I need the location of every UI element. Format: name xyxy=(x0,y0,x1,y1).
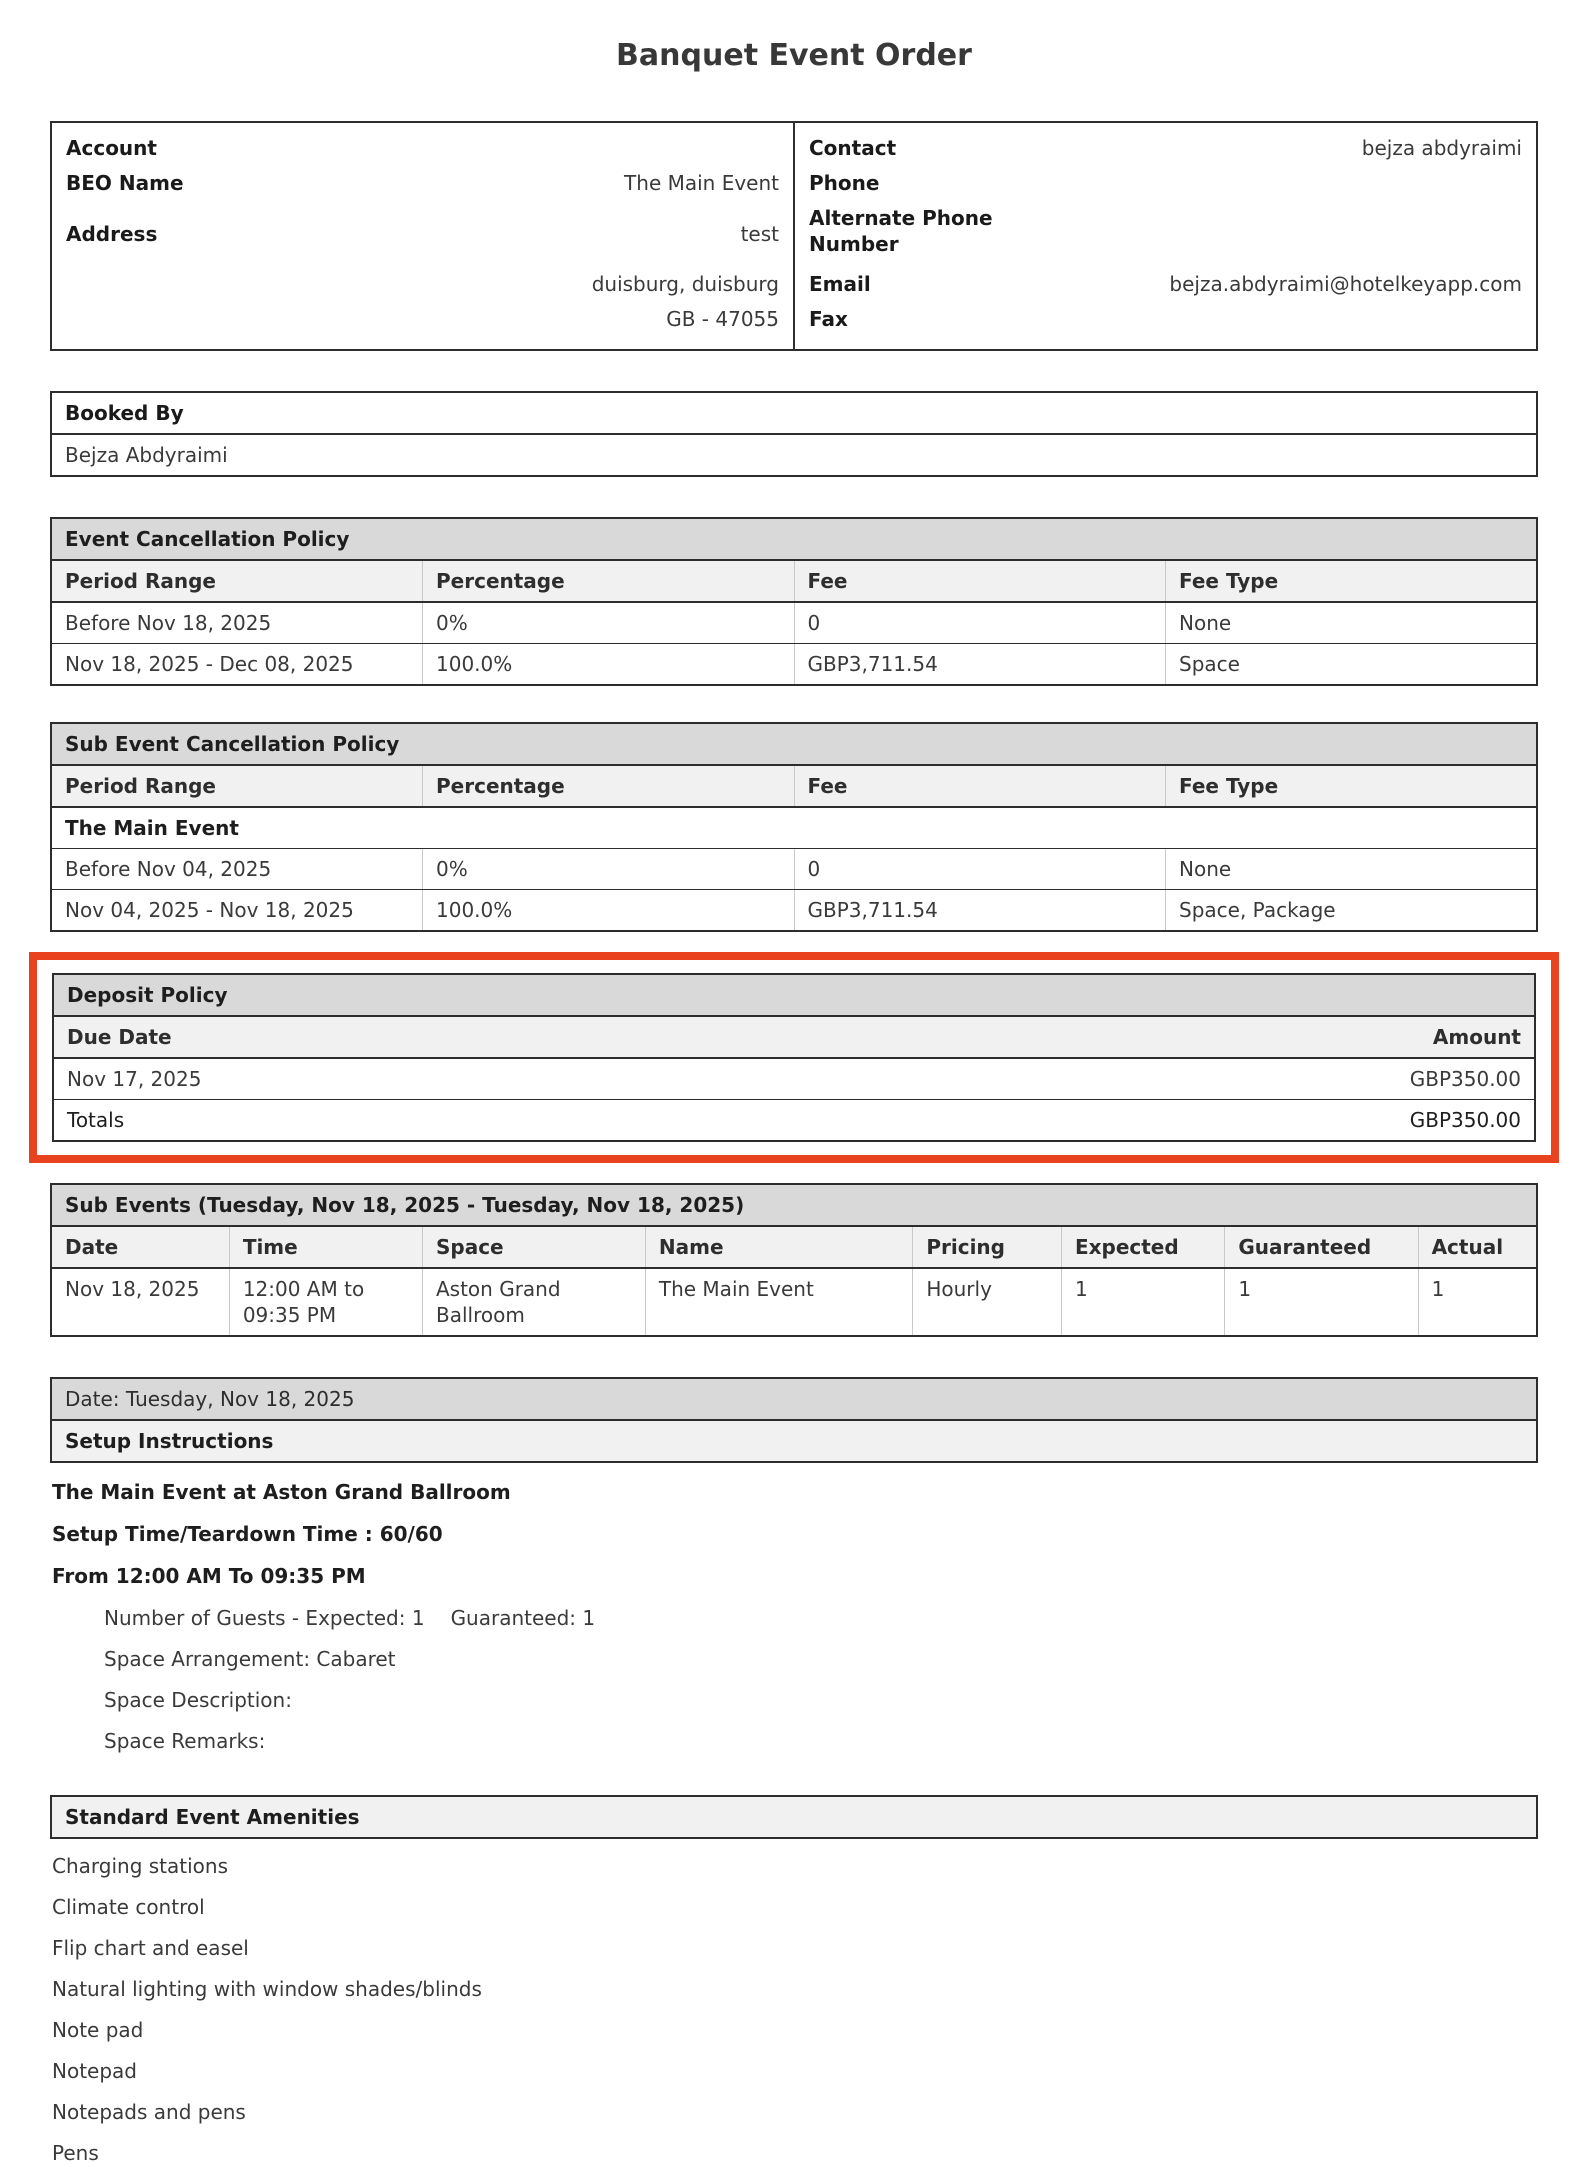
fax-row xyxy=(809,302,1522,337)
cell-fee: 0 xyxy=(794,602,1166,644)
address-postal-value: GB - 47055 xyxy=(666,307,779,331)
amenities-list xyxy=(50,1853,1538,2167)
cell-period-range: Before Nov 18, 2025 xyxy=(51,602,423,644)
space-arrangement-line: Space Arrangement: Cabaret xyxy=(104,1647,396,1671)
cell-fee-type: Space, Package xyxy=(1166,890,1538,932)
cell-expected: 1 xyxy=(1061,1268,1224,1336)
column-header: Period Range xyxy=(51,560,423,602)
amenity-item: Note pad xyxy=(52,2018,144,2042)
highlight-annotation xyxy=(29,952,1559,1163)
alternate-phone-row xyxy=(809,201,1522,267)
column-header: Percentage xyxy=(423,765,795,807)
cell-actual: 1 xyxy=(1418,1268,1537,1336)
column-header: Fee xyxy=(794,560,1166,602)
contact-column xyxy=(794,122,1537,350)
totals-row xyxy=(53,1100,1535,1142)
cell-date: Nov 18, 2025 xyxy=(65,1277,200,1301)
address-postal-row xyxy=(66,302,779,337)
address-label: Address xyxy=(66,222,158,246)
phone-row xyxy=(809,166,1522,201)
cell-pricing: Hourly xyxy=(913,1268,1062,1336)
cell-due-date: Nov 17, 2025 xyxy=(53,1058,1357,1100)
column-header: Pricing xyxy=(913,1226,1062,1268)
amenity-item: Natural lighting with window shades/blinds xyxy=(52,1977,482,2001)
cell-guaranteed: 1 xyxy=(1225,1268,1418,1336)
column-header: Amount xyxy=(1357,1016,1535,1058)
section-title: Event Cancellation Policy xyxy=(51,518,1537,560)
cell-time: 12:00 AM to 09:35 PM xyxy=(229,1268,422,1336)
guests-expected: Number of Guests - Expected: 1 xyxy=(104,1606,425,1630)
cell-percentage: 0% xyxy=(423,602,795,644)
setup-instructions-header: Setup Instructions xyxy=(51,1420,1537,1462)
amenities-header-table xyxy=(50,1795,1538,1839)
guests-guaranteed: Guaranteed: 1 xyxy=(450,1606,596,1630)
account-label: Account xyxy=(66,136,157,160)
amenity-item: Notepad xyxy=(52,2059,137,2083)
column-header: Time xyxy=(229,1226,422,1268)
setup-instructions-body xyxy=(50,1479,1538,1755)
column-header: Space xyxy=(422,1226,645,1268)
totals-label: Totals xyxy=(67,1108,125,1132)
cell-period-range: Nov 18, 2025 - Dec 08, 2025 xyxy=(65,652,354,676)
sub-event-cancellation-policy-table xyxy=(50,722,1538,932)
booked-by-value: Bejza Abdyraimi xyxy=(65,443,228,467)
table-row xyxy=(51,602,1537,644)
table-row xyxy=(51,890,1537,932)
deposit-policy-table xyxy=(52,973,1536,1142)
cell-space: Aston Grand Ballroom xyxy=(422,1268,645,1336)
sub-events-table xyxy=(50,1183,1538,1337)
cell-fee-type: Space xyxy=(1166,644,1538,686)
contact-row xyxy=(809,131,1522,166)
cell-fee-type: None xyxy=(1166,602,1538,644)
section-title: Sub Event Cancellation Policy xyxy=(51,723,1537,765)
table-row xyxy=(51,849,1537,890)
sub-event-group-name: The Main Event xyxy=(51,807,1537,849)
email-label: Email xyxy=(809,272,871,296)
address-city-value: duisburg, duisburg xyxy=(591,272,779,296)
table-row xyxy=(51,1268,1537,1336)
amenity-item: Charging stations xyxy=(52,1854,228,1878)
setup-teardown-line: Setup Time/Teardown Time : 60/60 xyxy=(52,1522,443,1546)
cell-period-range: Before Nov 04, 2025 xyxy=(51,849,423,890)
column-header: Date xyxy=(51,1226,229,1268)
cell-period-range: Nov 04, 2025 - Nov 18, 2025 xyxy=(65,898,354,922)
column-header: Due Date xyxy=(53,1016,1357,1058)
column-header: Fee Type xyxy=(1166,765,1538,807)
beo-name-value: The Main Event xyxy=(624,171,779,195)
table-row xyxy=(51,644,1537,686)
address-row xyxy=(66,201,779,267)
date-header: Date: Tuesday, Nov 18, 2025 xyxy=(51,1378,1537,1420)
amenity-item: Notepads and pens xyxy=(52,2100,246,2124)
amenity-item: Climate control xyxy=(52,1895,205,1919)
booked-by-table xyxy=(50,391,1538,477)
column-header: Actual xyxy=(1418,1226,1537,1268)
cell-percentage: 0% xyxy=(423,849,795,890)
phone-label: Phone xyxy=(809,171,880,195)
amenity-item: Flip chart and easel xyxy=(52,1936,249,1960)
space-description-line: Space Description: xyxy=(104,1688,292,1712)
column-header: Fee Type xyxy=(1166,560,1538,602)
cell-percentage: 100.0% xyxy=(423,644,795,686)
amenities-header: Standard Event Amenities xyxy=(51,1796,1537,1838)
contact-value: bejza abdyraimi xyxy=(1361,136,1522,160)
event-location-line: The Main Event at Aston Grand Ballroom xyxy=(52,1480,511,1504)
address-value: test xyxy=(740,222,779,246)
account-column xyxy=(51,122,794,350)
space-remarks-line: Space Remarks: xyxy=(104,1729,266,1753)
account-row xyxy=(66,131,779,166)
cell-fee-type: None xyxy=(1166,849,1538,890)
event-cancellation-policy-table xyxy=(50,517,1538,686)
cell-amount: GBP350.00 xyxy=(1357,1058,1535,1100)
setup-header-table xyxy=(50,1377,1538,1463)
cell-fee: 0 xyxy=(794,849,1166,890)
beo-name-row xyxy=(66,166,779,201)
column-header: Name xyxy=(645,1226,912,1268)
column-header: Percentage xyxy=(423,560,795,602)
account-contact-table xyxy=(50,121,1538,351)
time-range-line: From 12:00 AM To 09:35 PM xyxy=(52,1564,366,1588)
guests-line xyxy=(104,1605,1536,1632)
cell-fee: GBP3,711.54 xyxy=(794,644,1166,686)
column-header: Expected xyxy=(1061,1226,1224,1268)
contact-label: Contact xyxy=(809,136,897,160)
fax-label: Fax xyxy=(809,307,848,331)
cell-name: The Main Event xyxy=(645,1268,912,1336)
table-row xyxy=(53,1058,1535,1100)
email-row xyxy=(809,267,1522,302)
section-title: Sub Events (Tuesday, Nov 18, 2025 - Tuesday, Nov 18, 2025) xyxy=(51,1184,1537,1226)
cell-fee: GBP3,711.54 xyxy=(794,890,1166,932)
beo-name-label: BEO Name xyxy=(66,171,184,195)
alternate-phone-label: Alternate Phone Number xyxy=(809,206,993,256)
column-header: Period Range xyxy=(51,765,423,807)
totals-value: GBP350.00 xyxy=(1409,1108,1521,1132)
column-header: Fee xyxy=(794,765,1166,807)
cell-percentage: 100.0% xyxy=(423,890,795,932)
section-title: Deposit Policy xyxy=(53,974,1535,1016)
sub-event-group-row xyxy=(51,807,1537,849)
address-city-row xyxy=(66,267,779,302)
booked-by-header: Booked By xyxy=(51,392,1537,434)
column-header: Guaranteed xyxy=(1225,1226,1418,1268)
amenity-item: Pens xyxy=(52,2141,99,2165)
document-title: Banquet Event Order xyxy=(616,38,972,73)
email-value: bejza.abdyraimi@hotelkeyapp.com xyxy=(1169,272,1522,296)
